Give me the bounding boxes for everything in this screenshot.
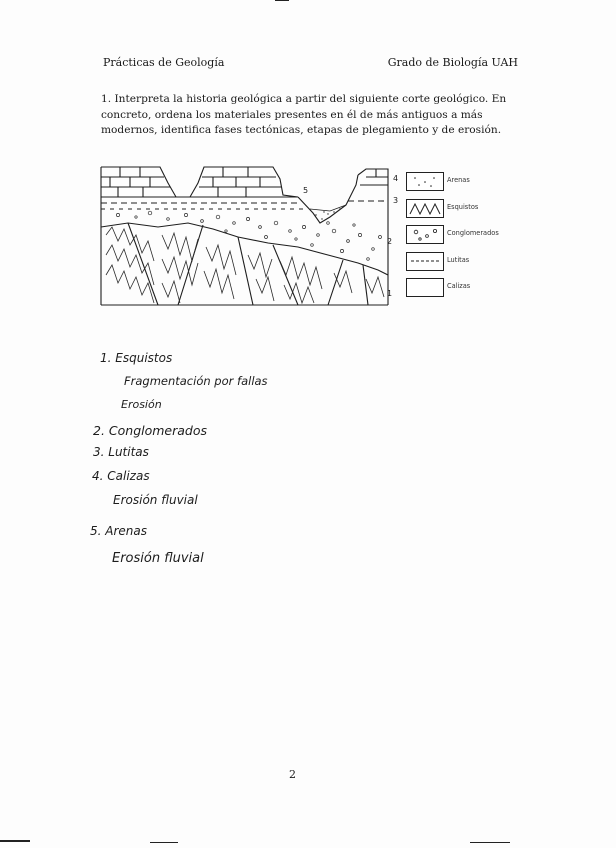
answer-3: 3. Lutitas — [93, 445, 149, 459]
answer-1-note-2: Erosión — [121, 398, 162, 411]
esquistos-pattern-icon — [406, 199, 444, 218]
answer-2: 2. Conglomerados — [93, 423, 208, 438]
fig-number-5: 5 — [303, 186, 309, 195]
answer-4: 4. Calizas — [92, 469, 150, 483]
arenas-pattern-icon — [406, 172, 444, 191]
answer-1-note-1: Fragmentación por fallas — [124, 374, 268, 388]
header-right: Grado de Biología UAH — [387, 56, 518, 69]
scan-mark-bottom-mid — [150, 842, 178, 843]
legend-label-conglomerados: Conglomerados — [447, 229, 499, 237]
fig-number-3: 3 — [393, 196, 399, 205]
scan-mark-bottom-right — [470, 842, 510, 843]
fig-number-1: 1 — [387, 289, 393, 298]
scan-mark-top — [275, 0, 289, 1]
fig-number-4: 4 — [393, 174, 399, 183]
legend — [406, 172, 536, 305]
legend-item-arenas — [406, 172, 536, 193]
conglomerados-pattern-icon — [406, 225, 444, 244]
legend-item-calizas — [406, 278, 536, 299]
page-number: 2 — [289, 768, 296, 781]
lutitas-pattern-icon — [406, 252, 444, 271]
answer-1: 1. Esquistos — [100, 351, 173, 365]
legend-label-arenas: Arenas — [447, 176, 470, 184]
legend-label-lutitas: Lutitas — [447, 255, 470, 264]
legend-item-conglomerados — [406, 225, 536, 246]
geological-cross-section — [98, 165, 403, 310]
calizas-pattern-icon — [406, 278, 444, 297]
header-left: Prácticas de Geología — [103, 56, 225, 69]
answer-5: 5. Arenas — [90, 524, 147, 538]
scan-mark-bottom-left — [0, 840, 30, 842]
legend-item-esquistos — [406, 199, 536, 220]
legend-label-calizas: Calizas — [447, 282, 471, 290]
answer-5-note: Erosión fluvial — [112, 551, 204, 566]
fig-number-2: 2 — [387, 237, 393, 246]
legend-item-lutitas — [406, 252, 536, 273]
legend-label-esquistos: Esquistos — [447, 202, 479, 211]
answer-4-note: Erosión fluvial — [113, 493, 198, 507]
question-text: 1. Interpreta la historia geológica a partir del siguiente corte geológico. En concreto, ordena los materiales presentes en él de más antiguos a más modernos, identifica fases tectónicas, etapas de plegamiento y de erosión. — [101, 93, 507, 136]
